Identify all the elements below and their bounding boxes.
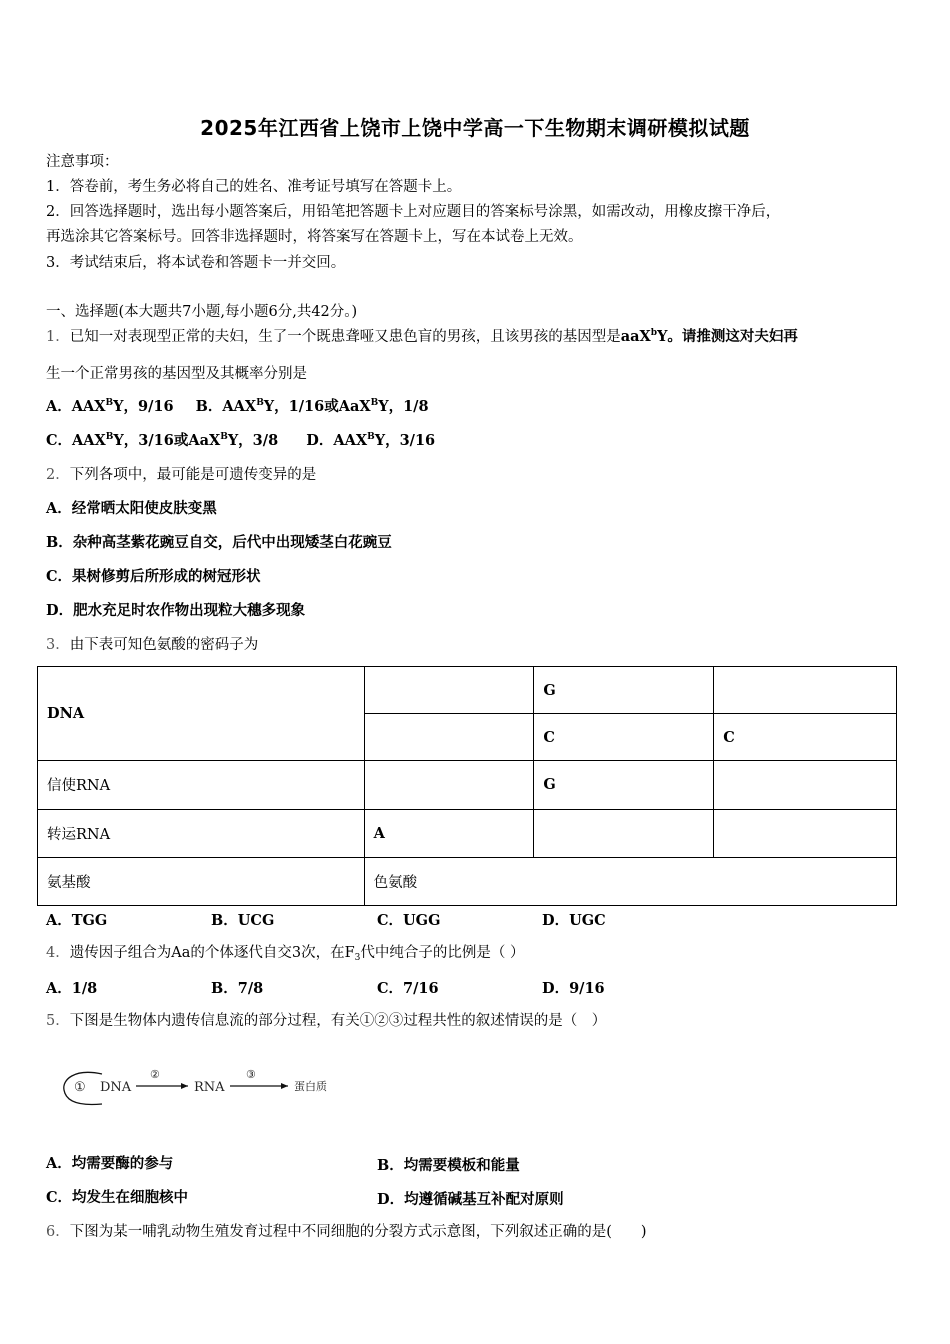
notice-heading: 注意事项：	[46, 154, 119, 170]
option-a[interactable]: A．均需要酶的参与	[46, 1155, 174, 1172]
option-d[interactable]: D．均遵循碱基互补配对原则	[377, 1191, 564, 1208]
table-cell	[714, 761, 897, 809]
question-1-stem	[46, 327, 798, 347]
question-text: 已知一对表现型正常的夫妇，生了一个既患聋哑又患色盲的男孩，且该男孩的基因型是	[69, 329, 621, 345]
arrowhead	[281, 1083, 288, 1089]
table-cell-dna-label: DNA	[38, 667, 365, 761]
table-cell	[714, 667, 897, 714]
label-dna: DNA	[100, 1080, 132, 1095]
question-text: 由下表可知色氨酸的密码子为	[69, 637, 259, 653]
notice-item-2-cont: 再选涂其它答案标号。回答非选择题时，将答案写在答题卡上，写在本试卷上无效。	[46, 229, 583, 245]
question-text: 遗传因子组合为Aa的个体逐代自交3次，在F	[69, 945, 355, 961]
option-a[interactable]: A．1/8	[46, 980, 98, 997]
table-cell: C	[534, 714, 714, 761]
question-1-options-cd	[46, 431, 435, 451]
table-row	[38, 857, 897, 905]
option-b[interactable]: B．均需要模板和能量	[377, 1157, 520, 1174]
table-cell	[364, 761, 534, 809]
table-cell-mrna-label: 信使RNA	[38, 761, 365, 809]
page-title: 2025年江西省上饶市上饶中学高一下生物期末调研模拟试题	[200, 116, 750, 140]
option-c[interactable]: C．均发生在细胞核中	[46, 1189, 189, 1206]
question-number: 5．	[46, 1013, 70, 1029]
question-2-stem	[46, 465, 316, 485]
section-heading: 一、选择题(本大题共7小题,每小题6分,共42分。)	[46, 304, 358, 320]
option-d[interactable]: D．UGC	[542, 912, 606, 929]
option-a[interactable]: A．$AAX^BY$，9/16	[46, 398, 174, 415]
codon-table	[37, 666, 897, 906]
option-b[interactable]: B．杂种高茎紫花豌豆自交，后代中出现矮茎白花豌豆	[46, 534, 392, 551]
label-c3: ③	[246, 1068, 256, 1081]
option-d[interactable]: D．9/16	[542, 980, 605, 997]
option-c[interactable]: C．$AAX^BY$，3/16或AaX$^B$Y，3/8	[46, 432, 279, 449]
option-d[interactable]: D．$AAX^BY$，3/16	[306, 432, 436, 449]
table-cell: 色氨酸	[364, 857, 896, 905]
table-row	[38, 761, 897, 809]
question-1-options-ab	[46, 397, 429, 417]
table-cell: G	[534, 761, 714, 809]
question-5-stem	[46, 1011, 606, 1031]
subscript: 3	[354, 953, 361, 963]
label-c2: ②	[150, 1068, 160, 1081]
label-protein: 蛋白质	[294, 1080, 327, 1093]
question-3-stem	[46, 635, 258, 655]
table-cell	[534, 809, 714, 857]
option-a[interactable]: A．TGG	[46, 912, 108, 929]
label-rna: RNA	[194, 1080, 225, 1095]
question-6-stem	[46, 1222, 647, 1242]
table-cell-aa-label: 氨基酸	[38, 857, 365, 905]
table-row	[38, 667, 897, 714]
table-cell-trna-label: 转运RNA	[38, 809, 365, 857]
question-1-stem-cont: 生一个正常男孩的基因型及其概率分别是	[46, 366, 307, 382]
option-b[interactable]: B．UCG	[211, 912, 275, 929]
genotype: aaX$^b$Y。请推测这对夫妇再	[620, 328, 798, 345]
question-text: 下列各项中，最可能是可遗传变异的是	[69, 467, 317, 483]
question-number: 3．	[46, 637, 70, 653]
option-d[interactable]: D．肥水充足时农作物出现粒大穗多现象	[46, 602, 306, 619]
question-4-stem	[46, 943, 524, 963]
option-a[interactable]: A．经常晒太阳使皮肤变黑	[46, 500, 217, 517]
table-cell: G	[534, 667, 714, 714]
option-c[interactable]: C．7/16	[377, 980, 439, 997]
question-number: 1．	[46, 329, 70, 345]
table-cell	[714, 809, 897, 857]
option-b[interactable]: B．$AAX^BY$，1/16或AaX$^B$Y，1/8	[195, 398, 429, 415]
notice-item-3: 3．考试结束后，将本试卷和答题卡一并交回。	[46, 255, 346, 271]
question-text: 下图是生物体内遗传信息流的部分过程，有关①②③过程共性的叙述情误的是（ ）	[69, 1013, 607, 1029]
arrowhead	[181, 1083, 188, 1089]
option-c[interactable]: C．果树修剪后所形成的树冠形状	[46, 568, 261, 585]
table-row	[38, 809, 897, 857]
question-number: 6．	[46, 1224, 70, 1240]
option-c[interactable]: C．UGG	[377, 912, 441, 929]
table-cell	[364, 714, 534, 761]
notice-item-1: 1．答卷前，考生务必将自己的姓名、准考证号填写在答题卡上。	[46, 179, 462, 195]
question-text-end: 代中纯合子的比例是（ ）	[360, 945, 525, 961]
question-number: 2．	[46, 467, 70, 483]
table-cell: C	[714, 714, 897, 761]
table-cell	[364, 667, 534, 714]
question-text: 下图为某一哺乳动物生殖发育过程中不同细胞的分裂方式示意图，下列叙述正确的是( )	[69, 1224, 647, 1240]
table-cell: A	[364, 809, 534, 857]
gene-expression-diagram	[60, 1058, 360, 1122]
notice-item-2: 2．回答选择题时，选出每小题答案后，用铅笔把答题卡上对应题目的答案标号涂黑，如需改动，用橡皮擦干净后，	[46, 204, 781, 220]
option-b[interactable]: B．7/8	[211, 980, 264, 997]
label-c1: ①	[74, 1080, 86, 1095]
question-number: 4．	[46, 945, 70, 961]
